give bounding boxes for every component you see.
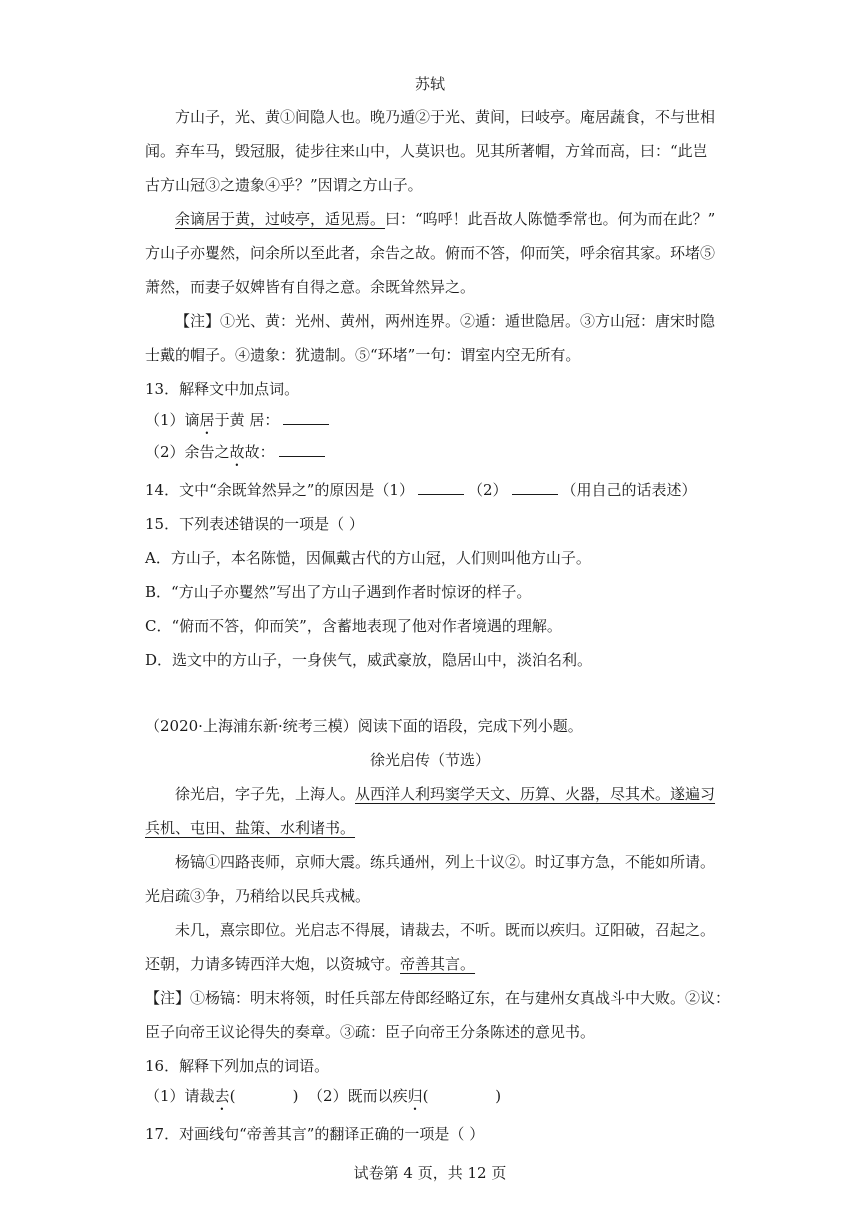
q13-item2-pre: （2）余告之 bbox=[145, 443, 230, 461]
page-footer: 试卷第 4 页，共 12 页 bbox=[353, 1164, 507, 1182]
passage2-p3-line2 bbox=[145, 954, 475, 974]
passage2-p2-line1: 杨镐①四路丧师，京师大震。练兵通州，列上十议②。时辽事方急，不能如所请。 bbox=[175, 853, 716, 871]
q17-stem: 17．对画线句“帝善其言”的翻译正确的一项是（ ） bbox=[145, 1125, 485, 1143]
q13-item1-blank[interactable] bbox=[283, 410, 329, 425]
q13-stem: 13．解释文中加点词。 bbox=[145, 380, 300, 398]
q13-item2 bbox=[145, 442, 329, 470]
q14-post: （用自己的话表述） bbox=[561, 481, 697, 499]
q15-option-c: C．“俯而不答，仰而笑”，含蓄地表现了他对作者境遇的理解。 bbox=[145, 617, 562, 635]
q13-item1-post: 于黄 居： bbox=[214, 411, 280, 429]
passage1-note-line2: 士戴的帽子。④遗象：犹遗制。⑤“环堵”一句：谓室内空无所有。 bbox=[145, 346, 581, 364]
q14-mid: （2） bbox=[467, 481, 508, 499]
q13-item1 bbox=[145, 410, 333, 438]
q16-item2-dotted: 归 bbox=[407, 1087, 423, 1105]
q14-blank1[interactable] bbox=[418, 480, 464, 495]
passage1-p2-line1 bbox=[175, 209, 715, 229]
passage1-p2-line2: 方山子亦矍然，问余所以至此者，余告之故。俯而不答，仰而笑，呼余宿其家。环堵⑤ bbox=[145, 244, 716, 262]
passage2-p3-line1: 未几，熹宗即位。光启志不得展，请裁去，不听。既而以疾归。辽阳破，召起之。 bbox=[175, 921, 716, 939]
q14-pre: 14．文中“余既耸然异之”的原因是（1） bbox=[145, 481, 414, 499]
passage2-source: （2020·上海浦东新·统考三模）阅读下面的语段，完成下列小题。 bbox=[145, 717, 583, 735]
q14 bbox=[145, 480, 697, 500]
underlined-sentence: 余谪居于黄，过岐亭，适见焉。 bbox=[175, 210, 386, 228]
passage2-p1-line1 bbox=[175, 784, 715, 804]
q16-stem: 16．解释下列加点的词语。 bbox=[145, 1057, 330, 1075]
q16-items bbox=[145, 1086, 501, 1114]
passage2-note-line2: 臣子向帝王议论得失的奏章。③疏：臣子向帝王分条陈述的意见书。 bbox=[145, 1023, 596, 1041]
q13-item2-dotted: 故 bbox=[229, 443, 245, 461]
q15-option-b: B．“方山子亦矍然”写出了方山子遇到作者时惊讶的样子。 bbox=[145, 583, 532, 601]
passage2-p3-underlined: 帝善其言。 bbox=[400, 955, 476, 973]
q16-item2-answer[interactable]: ( ) bbox=[422, 1087, 502, 1105]
q15-option-a: A．方山子，本名陈慥，因佩戴古代的方山冠，人们则叫他方山子。 bbox=[145, 549, 591, 567]
passage2-p1-plain: 徐光启，字子先，上海人。 bbox=[175, 785, 356, 803]
q15-option-d: D．选文中的方山子，一身侠气，威武豪放，隐居山中，淡泊名利。 bbox=[145, 651, 593, 669]
passage1-p1-line3: 古方山冠③之遗象④乎？”因谓之方山子。 bbox=[145, 176, 423, 194]
q15-stem: 15．下列表述错误的一项是（ ） bbox=[145, 515, 364, 533]
passage2-p2-line2: 光启疏③争，乃稍给以民兵戎械。 bbox=[145, 887, 371, 905]
q16-item1-dotted: 去 bbox=[214, 1087, 230, 1105]
passage1-p2-line3: 萧然，而妻子奴婢皆有自得之意。余既耸然异之。 bbox=[145, 278, 476, 296]
passage2-p1-underlined: 从西洋人利玛窦学天文、历算、火器，尽其术。遂遍习 bbox=[355, 785, 716, 803]
passage2-p1-line2 bbox=[145, 818, 355, 838]
q16-item1-pre: （1）请裁 bbox=[145, 1087, 215, 1105]
q16-item2-pre: （2）既而以疾 bbox=[308, 1087, 408, 1105]
passage1-note-line1: 【注】①光、黄：光州、黄州，两州连界。②遁：遁世隐居。③方山冠：唐宋时隐 bbox=[175, 312, 716, 330]
passage2-note-line1: 【注】①杨镐：明末将领，时任兵部左侍郎经略辽东，在与建州女真战斗中大败。②议： bbox=[145, 989, 731, 1007]
q16-item1-answer[interactable]: ( ) bbox=[229, 1087, 299, 1105]
q14-blank2[interactable] bbox=[512, 480, 558, 495]
author-line: 苏轼 bbox=[414, 75, 445, 93]
passage1-p1-line1: 方山子，光、黄①间隐人也。晚乃遁②于光、黄间，曰岐亭。庵居蔬食，不与世相 bbox=[175, 108, 716, 126]
q13-item1-dotted: 居 bbox=[199, 411, 215, 429]
q13-item2-blank[interactable] bbox=[279, 442, 325, 457]
passage2-p3-plain: 还朝，力请多铸西洋大炮，以资城守。 bbox=[145, 955, 401, 973]
passage2-title: 徐光启传（节选） bbox=[369, 751, 490, 769]
q13-item2-post: 故： bbox=[244, 443, 275, 461]
passage1-p1-line2: 闻。弃车马，毁冠服，徒步往来山中，人莫识也。见其所著帽，方耸而高，曰：“此岂 bbox=[145, 142, 708, 160]
q13-item1-pre: （1）谪 bbox=[145, 411, 200, 429]
passage2-p1-line2-underlined: 兵机、屯田、盐策、水利诸书。 bbox=[145, 819, 356, 837]
passage1-p2-line1-rest: 曰：“呜呼！此吾故人陈慥季常也。何为而在此？” bbox=[385, 210, 716, 228]
